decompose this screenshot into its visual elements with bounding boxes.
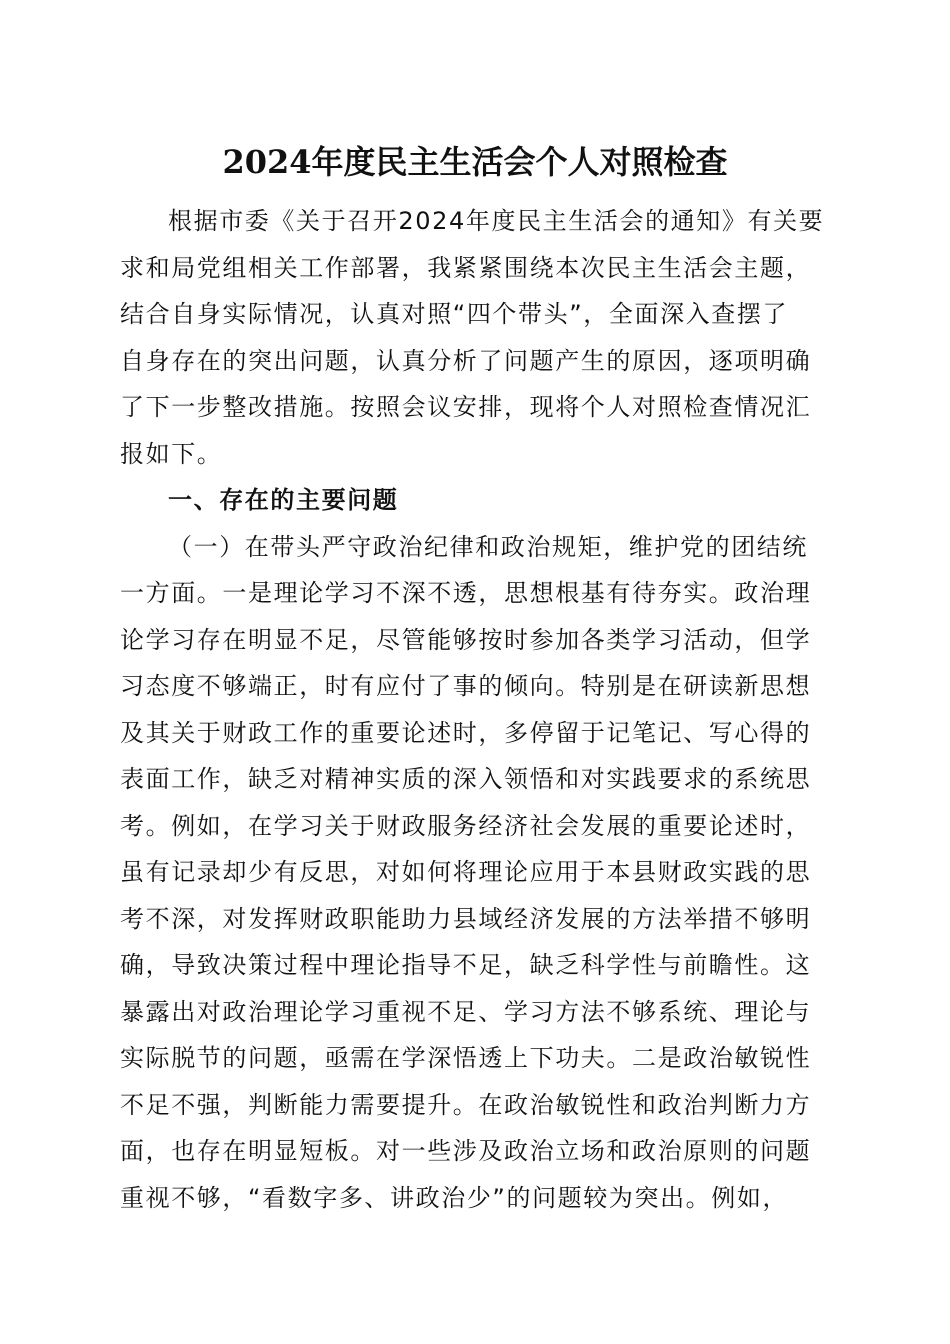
section-heading: 一、存在的主要问题 (168, 486, 399, 514)
document-body (120, 198, 830, 1221)
paragraph-line: 不足不强，判断能力需要提升。在政治敏锐性和政治判断力方 (120, 1090, 812, 1119)
paragraph-line: 及其关于财政工作的重要论述时，多停留于记笔记、写心得的 (120, 718, 812, 747)
paragraph-line: 求和局党组相关工作部署，我紧紧围绕本次民主生活会主题， (120, 253, 812, 282)
paragraph-line: 面，也存在明显短板。对一些涉及政治立场和政治原则的问题 (120, 1137, 812, 1165)
paragraph-line: 重视不够，“看数字多、讲政治少”的问题较为突出。例如， (120, 1183, 789, 1212)
paragraph-line: 实际脱节的问题，亟需在学深悟透上下功夫。二是政治敏锐性 (120, 1044, 812, 1072)
paragraph-line: 考不深，对发挥财政职能助力县域经济发展的方法举措不够明 (120, 904, 812, 933)
paragraph-line: 论学习存在明显不足，尽管能够按时参加各类学习活动，但学 (120, 625, 812, 654)
paragraph-line: 暴露出对政治理论学习重视不足、学习方法不够系统、理论与 (120, 997, 812, 1026)
paragraph-line: 报如下。 (120, 439, 223, 468)
paragraph-line: 一方面。一是理论学习不深不透，思想根基有待夯实。政治理 (120, 579, 812, 607)
paragraph-line: 考。例如，在学习关于财政服务经济社会发展的重要论述时， (120, 811, 812, 840)
paragraph-line: 根据市委《关于召开2024年度民主生活会的通知》有关要 (168, 207, 825, 235)
paragraph-line: 确，导致决策过程中理论指导不足，缺乏科学性与前瞻性。这 (120, 951, 812, 979)
paragraph-line: 了下一步整改措施。按照会议安排，现将个人对照检查情况汇 (120, 393, 812, 421)
paragraph-line: 结合自身实际情况，认真对照“四个带头”，全面深入查摆了 (120, 300, 789, 328)
subsection-heading-line: （一）在带头严守政治纪律和政治规矩，维护党的团结统 (168, 532, 808, 561)
paragraph-line: 虽有记录却少有反思，对如何将理论应用于本县财政实践的思 (120, 858, 812, 886)
paragraph-line: 自身存在的突出问题，认真分析了问题产生的原因，逐项明确 (120, 346, 812, 375)
document-title: 2024年度民主生活会个人对照检查 (222, 143, 728, 181)
paragraph-line: 习态度不够端正，时有应付了事的倾向。特别是在研读新思想 (120, 672, 812, 700)
paragraph-line: 表面工作，缺乏对精神实质的深入领悟和对实践要求的系统思 (120, 765, 812, 793)
